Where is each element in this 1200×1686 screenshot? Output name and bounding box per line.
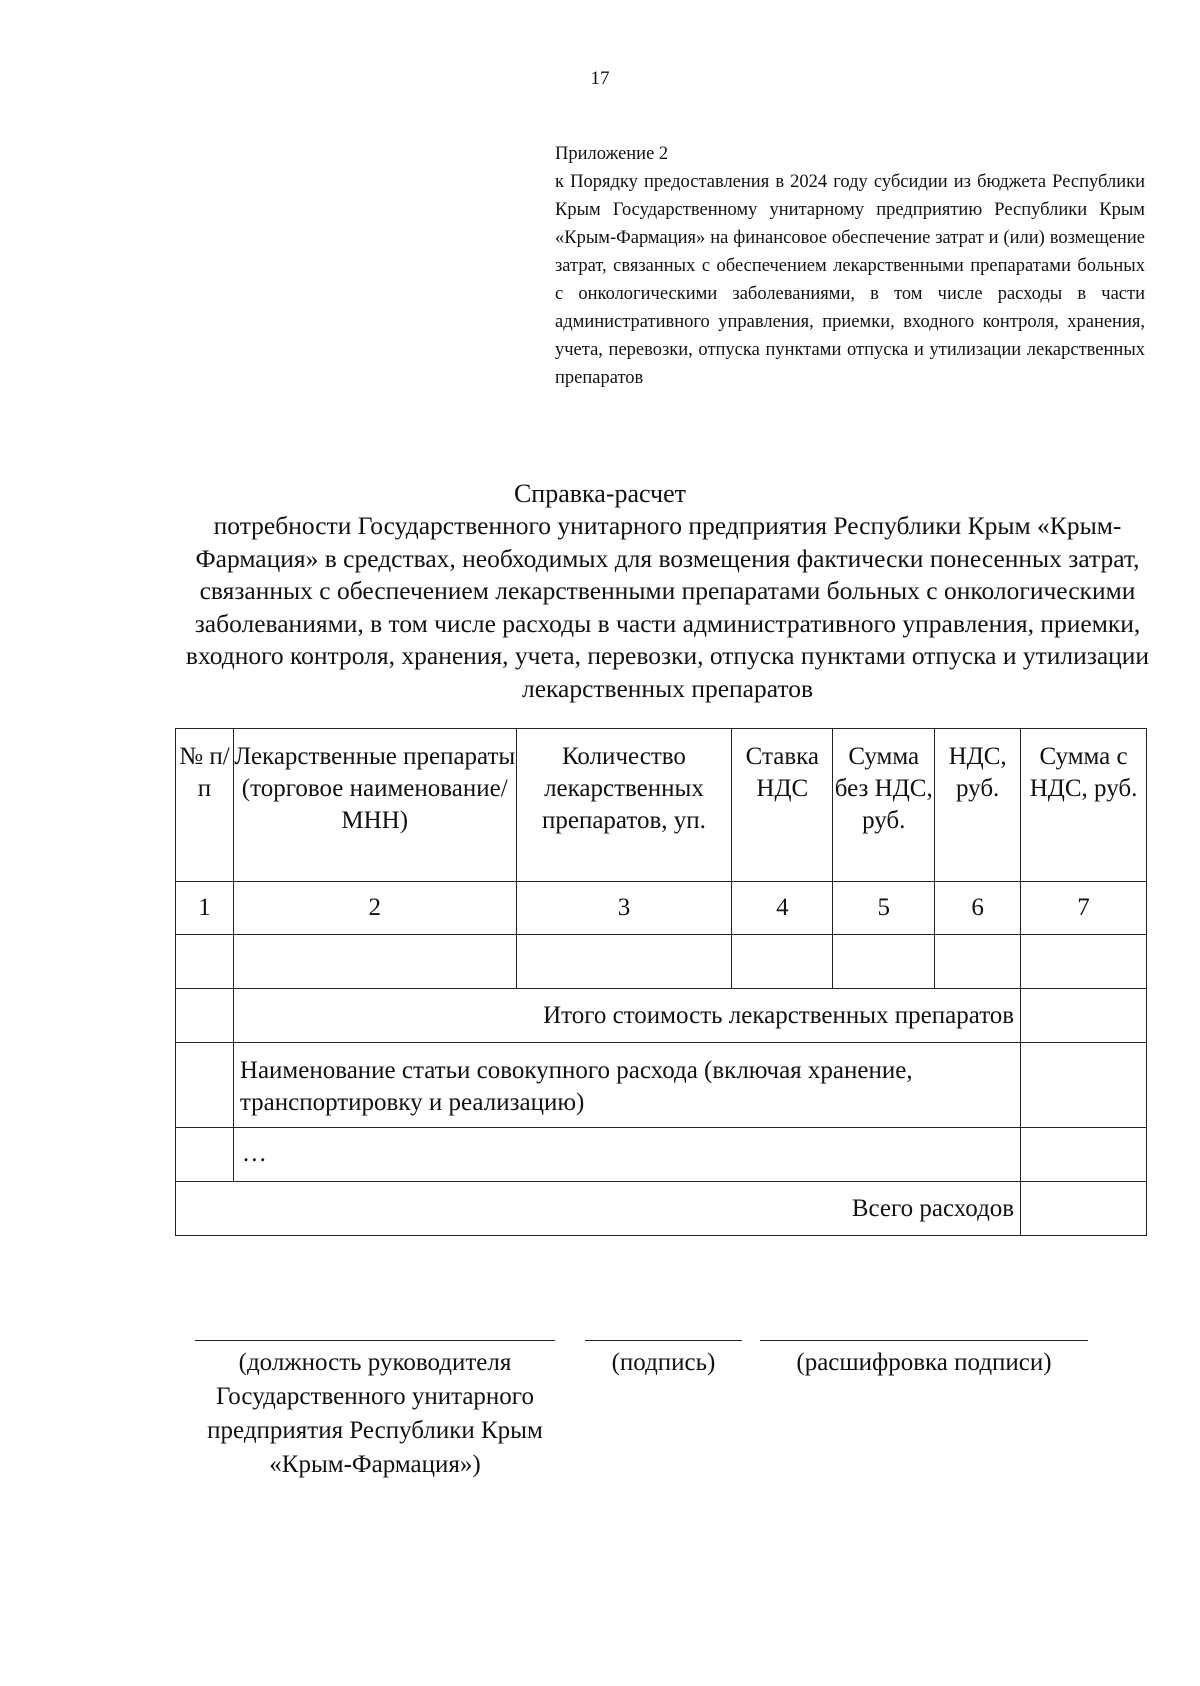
page-number: 17 (590, 68, 610, 89)
column-number: 4 (732, 882, 833, 935)
ellipsis-row (176, 1128, 1147, 1182)
header-quantity: Количество лекарственных препаратов, уп. (516, 729, 732, 882)
table-header-row (176, 729, 1147, 882)
header-number: № п/п (176, 729, 234, 882)
column-number: 2 (233, 882, 516, 935)
empty-cell (1021, 1043, 1147, 1128)
decode-signature-line (760, 1340, 1088, 1341)
position-caption: (должность руководителя Государственного унитарного предприятия Республики Крым «Крым-Фармация») (207, 1349, 543, 1478)
column-numbers-row (176, 882, 1147, 935)
column-number: 6 (935, 882, 1021, 935)
expense-item-label: Наименование статьи совокупного расхода (включая хранение, транспортировку и реализацию) (233, 1043, 1020, 1128)
column-number: 3 (516, 882, 732, 935)
document-title: Справка-расчет (513, 479, 687, 508)
grand-total-label: Всего расходов (176, 1182, 1021, 1236)
empty-cell (176, 1043, 234, 1128)
header-vat-rate: Ставка НДС (732, 729, 833, 882)
column-number: 1 (176, 882, 234, 935)
empty-cell (176, 935, 234, 989)
appendix-block (555, 140, 1145, 392)
header-sum-with-vat: Сумма с НДС, руб. (1021, 729, 1147, 882)
total-drugs-row (176, 989, 1147, 1043)
position-signature-line (195, 1340, 555, 1341)
header-drugs: Лекарственные препараты (торговое наименование/МНН) (233, 729, 516, 882)
calculation-table (175, 728, 1147, 1236)
empty-cell (176, 1128, 234, 1182)
document-subtitle: потребности Государственного унитарного предприятия Республики Крым «Крым-Фармация» в средствах, необходимых для возмещения фактически понесенных затрат, связанных с обеспечением лекарственными препаратами больных с онкологическими заболеваниями, в том числе расходы в части административного управления, приемки, входного контроля, хранения, учета, перевозки, отпуска пунктами отпуска и утилизации лекарственных препаратов (185, 511, 1150, 703)
empty-cell (732, 935, 833, 989)
appendix-title: Приложение 2 (555, 144, 669, 164)
total-drugs-label: Итого стоимость лекарственных препаратов (233, 989, 1020, 1043)
column-number: 5 (833, 882, 935, 935)
signature-caption: (подпись) (611, 1349, 716, 1376)
decode-caption: (расшифровка подписи) (796, 1349, 1052, 1376)
ellipsis-label: … (233, 1128, 1020, 1182)
column-number: 7 (1021, 882, 1147, 935)
header-vat: НДС, руб. (935, 729, 1021, 882)
empty-cell (1021, 989, 1147, 1043)
empty-cell (176, 989, 234, 1043)
grand-total-row (176, 1182, 1147, 1236)
signature-line (585, 1340, 742, 1341)
table-row (176, 935, 1147, 989)
empty-cell (1021, 935, 1147, 989)
appendix-text: к Порядку предоставления в 2024 году субсидии из бюджета Республики Крым Государственному унитарному предприятию Республики Крым «Крым-Фармация» на финансовое обеспечение затрат и (или) возмещение затрат, связанных с обеспечением лекарственными препаратами больных с онкологическими заболеваниями, в том числе расходы в части административного управления, приемки, входного контроля, хранения, учета, перевозки, отпуска пунктами отпуска и утилизации лекарственных препаратов (555, 172, 1145, 388)
header-sum-without-vat: Сумма без НДС, руб. (833, 729, 935, 882)
empty-cell (516, 935, 732, 989)
empty-cell (1021, 1128, 1147, 1182)
empty-cell (1021, 1182, 1147, 1236)
empty-cell (233, 935, 516, 989)
expense-item-row (176, 1043, 1147, 1128)
empty-cell (935, 935, 1021, 989)
empty-cell (833, 935, 935, 989)
